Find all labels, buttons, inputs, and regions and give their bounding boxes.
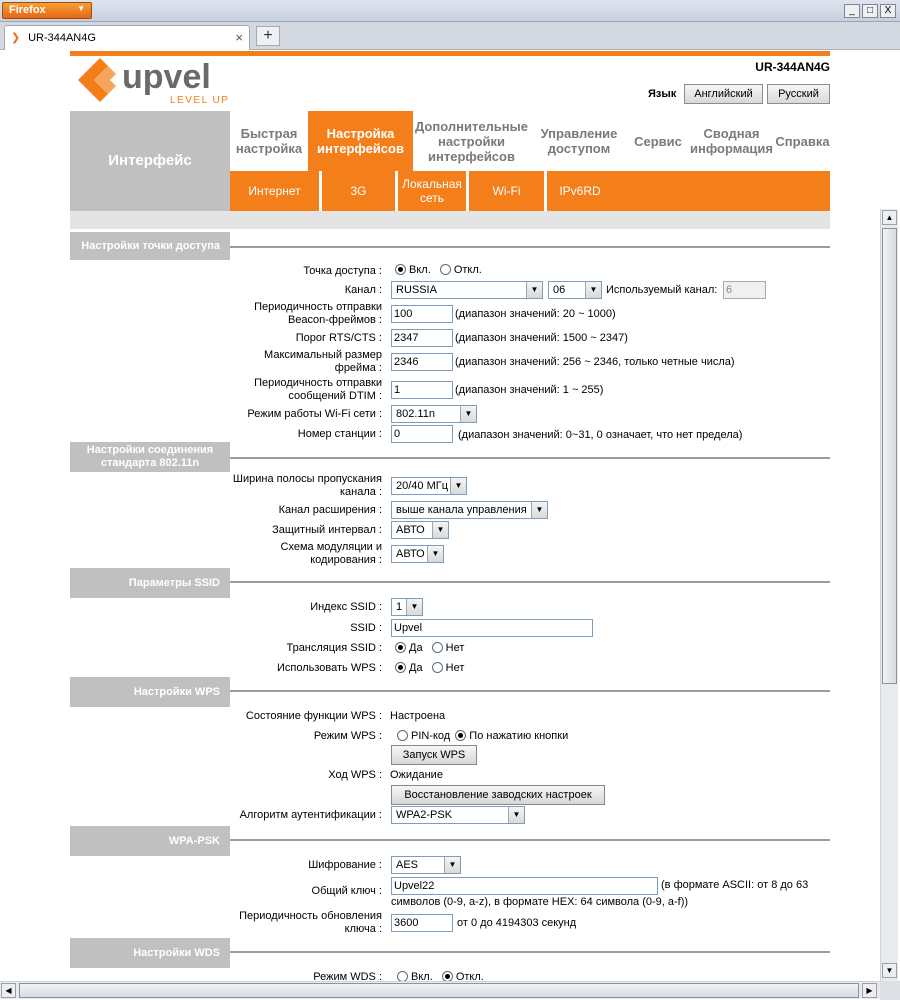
extension-channel-label: Канал расширения : bbox=[278, 504, 382, 516]
submenu-label: 3G bbox=[350, 184, 367, 198]
nav-divider-strip bbox=[70, 211, 830, 229]
guard-interval-select[interactable] bbox=[391, 521, 449, 539]
window-titlebar bbox=[0, 0, 900, 22]
select-value: АВТО bbox=[396, 524, 425, 536]
wps-progress-label: Ход WPS : bbox=[328, 769, 382, 781]
access-point-label: Точка доступа : bbox=[303, 265, 382, 277]
station-label: Номер станции : bbox=[297, 428, 382, 440]
scroll-up-icon[interactable]: ▲ bbox=[882, 210, 897, 225]
radio-label: Нет bbox=[445, 642, 465, 654]
used-channel-field: 6 bbox=[723, 281, 766, 299]
radio-label: Откл. bbox=[453, 264, 482, 276]
section-title: Интерфейс bbox=[70, 111, 230, 211]
country-select[interactable] bbox=[391, 281, 543, 299]
mcs-label: Схема модуляции и кодирования : bbox=[280, 541, 382, 566]
close-window-button[interactable]: X bbox=[880, 4, 896, 18]
main-navigation bbox=[70, 111, 830, 211]
menu-quick-setup[interactable] bbox=[230, 111, 308, 171]
fragment-label: Максимальный размер фрейма : bbox=[264, 349, 382, 374]
encryption-select[interactable] bbox=[391, 856, 461, 874]
sub-menu bbox=[230, 171, 830, 211]
menu-label: Сервис bbox=[634, 133, 682, 149]
shared-key-hint-1: (в формате ASCII: от 8 до 63 bbox=[661, 879, 809, 891]
key-renewal-label: Периодичность обновления ключа : bbox=[239, 910, 382, 935]
minimize-button[interactable]: _ bbox=[844, 4, 860, 18]
scroll-right-icon[interactable]: ▶ bbox=[862, 983, 877, 998]
ssid-input[interactable]: Upvel bbox=[391, 619, 593, 637]
wds-off-radio[interactable] bbox=[442, 971, 453, 981]
dtim-hint: (диапазон значений: 1 ~ 255) bbox=[455, 384, 604, 396]
wds-on-radio[interactable] bbox=[397, 971, 408, 981]
submenu-internet[interactable] bbox=[230, 171, 322, 211]
logo-wordmark: upvel bbox=[122, 58, 211, 96]
rts-input[interactable]: 2347 bbox=[391, 329, 453, 347]
shared-key-hint-2: символов (0-9, a-z), в формате HEX: 64 символа (0-9, a-f)) bbox=[391, 896, 689, 908]
menu-label: Управление доступом bbox=[540, 126, 618, 156]
beacon-hint: (диапазон значений: 20 ~ 1000) bbox=[455, 308, 616, 320]
submenu-label: Локальная сеть bbox=[402, 177, 462, 205]
wps-pin-radio[interactable] bbox=[397, 730, 408, 741]
upvel-logo bbox=[78, 58, 243, 108]
chevron-down-icon: ▼ bbox=[77, 4, 85, 13]
wds-mode-radios bbox=[397, 971, 484, 981]
fragment-hint: (диапазон значений: 256 ~ 2346, только четные числа) bbox=[455, 356, 735, 368]
vertical-scroll-thumb[interactable] bbox=[882, 228, 897, 684]
select-value: WPA2-PSK bbox=[396, 809, 453, 821]
wps-pbc-radio[interactable] bbox=[455, 730, 466, 741]
page-viewport bbox=[0, 51, 880, 981]
radio-label: Вкл. bbox=[411, 971, 433, 981]
scroll-down-icon[interactable]: ▼ bbox=[882, 963, 897, 978]
wps-mode-label: Режим WPS : bbox=[313, 730, 382, 742]
submenu-3g[interactable] bbox=[322, 171, 398, 211]
chevron-down-icon: ▼ bbox=[406, 599, 422, 615]
menu-help[interactable] bbox=[775, 111, 830, 171]
menu-label: Справка bbox=[775, 133, 830, 149]
section-header-wps: Настройки WPS bbox=[70, 677, 230, 707]
start-wps-button[interactable]: Запуск WPS bbox=[391, 745, 477, 765]
tab-bar bbox=[0, 22, 900, 50]
radio-label: Да bbox=[409, 642, 423, 654]
chevron-down-icon: ▼ bbox=[444, 857, 460, 873]
section-divider bbox=[230, 581, 830, 583]
section-header-80211n: Настройки соединения стандарта 802.11n bbox=[70, 442, 230, 472]
ssid-index-select[interactable] bbox=[391, 598, 423, 616]
auth-algorithm-select[interactable] bbox=[391, 806, 525, 824]
model-name: UR-344AN4G bbox=[755, 60, 830, 74]
maximize-button[interactable]: □ bbox=[862, 4, 878, 18]
ssid-broadcast-radios bbox=[395, 642, 464, 655]
dtim-input[interactable]: 1 bbox=[391, 381, 453, 399]
chevron-down-icon: ▼ bbox=[531, 502, 547, 518]
ssid-broadcast-no-radio[interactable] bbox=[432, 642, 443, 653]
menu-label: Сводная информация bbox=[689, 126, 773, 156]
horizontal-scroll-thumb[interactable] bbox=[19, 983, 859, 998]
radio-label: По нажатию кнопки bbox=[469, 730, 569, 742]
radio-label: PIN-код bbox=[411, 730, 451, 742]
firefox-menu-button[interactable] bbox=[2, 2, 92, 19]
section-divider bbox=[230, 457, 830, 459]
guard-interval-label: Защитный интервал : bbox=[272, 524, 382, 536]
language-english-button[interactable]: Английский bbox=[684, 84, 763, 104]
fragment-input[interactable]: 2346 bbox=[391, 353, 453, 371]
top-menu bbox=[230, 111, 830, 171]
submenu-label: Интернет bbox=[248, 184, 301, 198]
firefox-menu-label: Firefox bbox=[9, 4, 46, 16]
use-wps-label: Использовать WPS : bbox=[276, 662, 382, 674]
select-value: RUSSIA bbox=[396, 284, 437, 296]
reset-factory-button[interactable]: Восстановление заводских настроек bbox=[391, 785, 605, 805]
scrollbar-corner bbox=[880, 981, 900, 1000]
ssid-index-label: Индекс SSID : bbox=[310, 601, 382, 613]
auth-algorithm-label: Алгоритм аутентификации : bbox=[239, 809, 382, 821]
radio-label: Нет bbox=[445, 662, 465, 674]
submenu-label: Wi-Fi bbox=[492, 184, 521, 198]
chevron-down-icon: ▼ bbox=[508, 807, 524, 823]
bandwidth-select[interactable] bbox=[391, 477, 467, 495]
ssid-label: SSID : bbox=[350, 622, 382, 634]
channel-label: Канал : bbox=[344, 284, 382, 296]
language-russian-button[interactable]: Русский bbox=[767, 84, 830, 104]
submenu-label: IPv6RD bbox=[559, 184, 601, 198]
radio-label: Да bbox=[409, 662, 423, 674]
section-header-access-point: Настройки точки доступа bbox=[70, 232, 230, 260]
select-value: 20/40 МГц bbox=[396, 480, 449, 492]
use-wps-yes-radio[interactable] bbox=[395, 662, 406, 673]
select-value: 1 bbox=[396, 601, 403, 613]
access-point-radios bbox=[395, 264, 482, 277]
logo-tagline: LEVEL UP bbox=[170, 95, 230, 106]
chevron-down-icon: ▼ bbox=[427, 546, 443, 562]
access-point-off-radio[interactable] bbox=[440, 264, 451, 275]
submenu-lan[interactable] bbox=[398, 171, 469, 211]
select-value: выше канала управления bbox=[396, 504, 527, 516]
menu-advanced-setup[interactable] bbox=[413, 111, 530, 171]
chevron-down-icon: ▼ bbox=[432, 522, 448, 538]
submenu-wifi[interactable] bbox=[469, 171, 547, 211]
wps-mode-radios bbox=[397, 730, 568, 743]
station-hint: (диапазон значений: 0~31, 0 означает, что нет предела) bbox=[458, 429, 743, 441]
key-renewal-input[interactable]: 3600 bbox=[391, 914, 453, 932]
key-renewal-hint: от 0 до 4194303 секунд bbox=[457, 917, 577, 929]
ssid-broadcast-yes-radio[interactable] bbox=[395, 642, 406, 653]
wifi-mode-label: Режим работы Wi-Fi сети : bbox=[247, 408, 382, 420]
channel-select[interactable] bbox=[548, 281, 602, 299]
menu-label: Быстрая настройка bbox=[235, 126, 303, 156]
beacon-label: Периодичность отправки Beacon-фреймов : bbox=[254, 301, 382, 326]
shared-key-label: Общий ключ : bbox=[311, 885, 382, 897]
new-tab-button[interactable]: + bbox=[256, 26, 280, 46]
shared-key-input[interactable]: Upvel22 bbox=[391, 877, 658, 895]
scroll-left-icon[interactable]: ◀ bbox=[1, 983, 16, 998]
encryption-label: Шифрование : bbox=[308, 859, 382, 871]
section-divider bbox=[230, 246, 830, 248]
section-divider bbox=[230, 690, 830, 692]
select-value: 06 bbox=[553, 284, 566, 296]
chevron-down-icon: ▼ bbox=[460, 406, 476, 422]
wps-state-value: Настроена bbox=[390, 710, 446, 722]
vertical-scrollbar[interactable] bbox=[880, 209, 898, 981]
access-point-on-radio[interactable] bbox=[395, 264, 406, 275]
menu-status[interactable] bbox=[688, 111, 775, 171]
section-header-wpa-psk: WPA-PSK bbox=[70, 826, 230, 856]
select-value: АВТО bbox=[396, 548, 425, 560]
section-divider bbox=[230, 951, 830, 953]
upvel-favicon-icon: ❯ bbox=[11, 32, 21, 44]
language-label: Язык bbox=[648, 88, 677, 100]
used-channel-label: Используемый канал: bbox=[606, 284, 718, 296]
dtim-label: Периодичность отправки сообщений DTIM : bbox=[254, 377, 382, 402]
horizontal-scrollbar[interactable] bbox=[0, 981, 880, 999]
ssid-broadcast-label: Трансляция SSID : bbox=[286, 642, 382, 654]
wps-progress-value: Ожидание bbox=[390, 769, 443, 781]
chevron-down-icon: ▼ bbox=[450, 478, 466, 494]
beacon-input[interactable]: 100 bbox=[391, 305, 453, 323]
chevron-down-icon: ▼ bbox=[526, 282, 542, 298]
radio-label: Вкл. bbox=[409, 264, 431, 276]
use-wps-radios bbox=[395, 662, 464, 675]
use-wps-no-radio[interactable] bbox=[432, 662, 443, 673]
mcs-select[interactable] bbox=[391, 545, 444, 563]
tab-title: UR-344AN4G bbox=[28, 32, 96, 44]
section-header-ssid: Параметры SSID bbox=[70, 568, 230, 598]
wifi-mode-select[interactable] bbox=[391, 405, 477, 423]
wps-state-label: Состояние функции WPS : bbox=[245, 710, 382, 722]
select-value: AES bbox=[396, 859, 419, 871]
menu-label: Настройка интерфейсов bbox=[317, 126, 404, 156]
wds-mode-label: Режим WDS : bbox=[313, 971, 382, 981]
menu-interface-setup[interactable] bbox=[308, 111, 413, 171]
radio-label: Откл. bbox=[455, 971, 484, 981]
submenu-ipv6rd[interactable] bbox=[547, 171, 613, 211]
bandwidth-label: Ширина полосы пропускания канала : bbox=[232, 473, 382, 498]
section-header-wds: Настройки WDS bbox=[70, 938, 230, 968]
station-input[interactable]: 0 bbox=[391, 425, 453, 443]
chevron-down-icon: ▼ bbox=[585, 282, 601, 298]
extension-channel-select[interactable] bbox=[391, 501, 548, 519]
menu-maintenance[interactable] bbox=[628, 111, 688, 171]
browser-tab[interactable] bbox=[4, 25, 250, 50]
section-divider bbox=[230, 839, 830, 841]
menu-label: Дополнительные настройки интерфейсов bbox=[415, 118, 528, 164]
header-accent-bar bbox=[70, 51, 830, 56]
select-value: 802.11n bbox=[396, 408, 435, 420]
rts-label: Порог RTS/CTS : bbox=[295, 332, 382, 344]
close-tab-icon[interactable]: × bbox=[235, 30, 243, 45]
menu-access-management[interactable] bbox=[530, 111, 628, 171]
rts-hint: (диапазон значений: 1500 ~ 2347) bbox=[455, 332, 628, 344]
